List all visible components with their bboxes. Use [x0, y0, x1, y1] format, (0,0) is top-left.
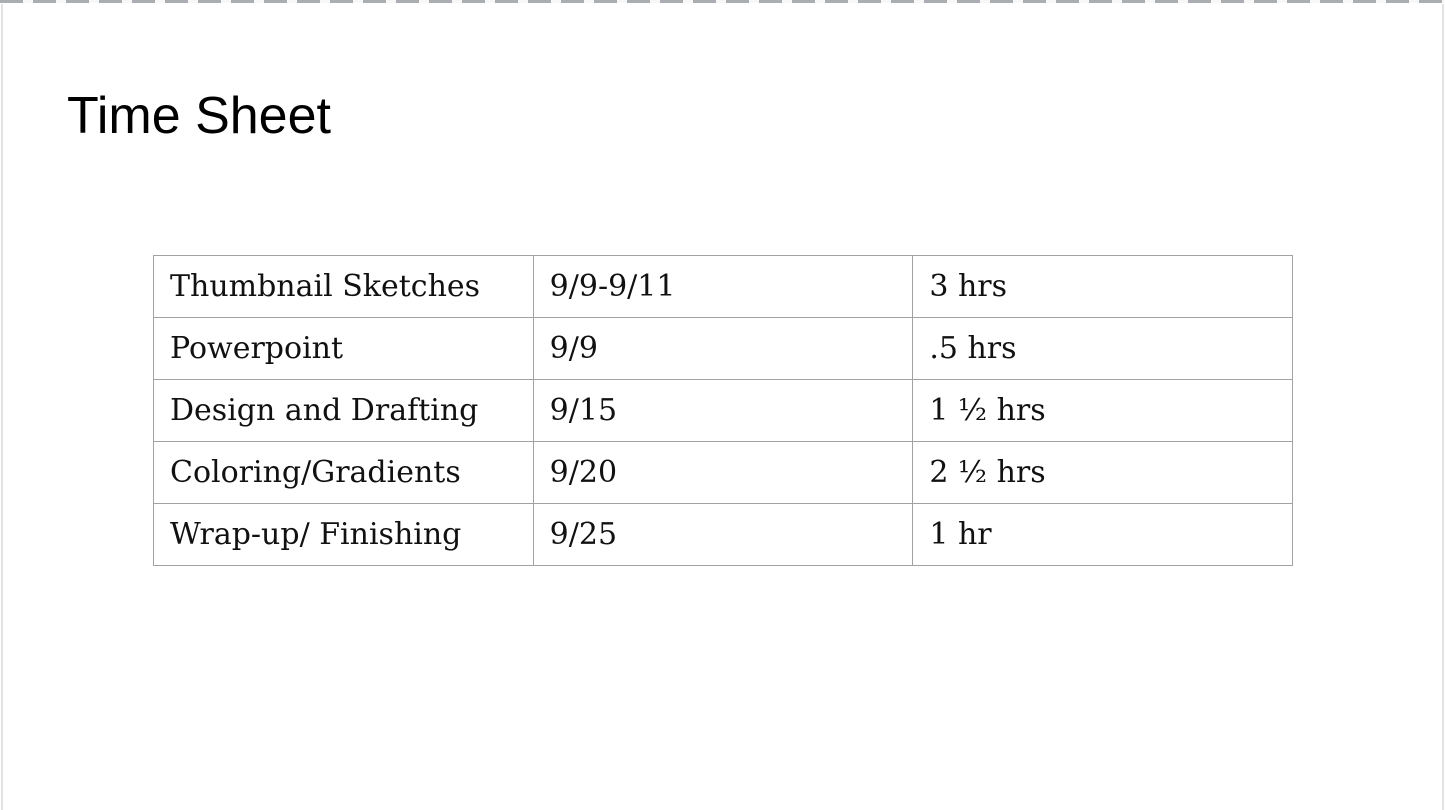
task-cell[interactable]: Thumbnail Sketches	[154, 256, 534, 318]
date-cell[interactable]: 9/20	[534, 442, 914, 504]
task-cell[interactable]: Design and Drafting	[154, 380, 534, 442]
page-edge-left	[1, 4, 3, 810]
date-cell[interactable]: 9/15	[534, 380, 914, 442]
page-edge-right	[1442, 4, 1444, 810]
date-cell[interactable]: 9/9-9/11	[534, 256, 914, 318]
task-cell[interactable]: Coloring/Gradients	[154, 442, 534, 504]
hours-cell[interactable]: 3 hrs	[913, 256, 1293, 318]
slide-title[interactable]: Time Sheet	[67, 87, 331, 145]
task-cell[interactable]: Wrap-up/ Finishing	[154, 504, 534, 566]
hours-cell[interactable]: 2 ½ hrs	[913, 442, 1293, 504]
date-cell[interactable]: 9/9	[534, 318, 914, 380]
time-sheet-table	[153, 255, 1293, 566]
hours-cell[interactable]: 1 ½ hrs	[913, 380, 1293, 442]
date-cell[interactable]: 9/25	[534, 504, 914, 566]
hours-cell[interactable]: .5 hrs	[913, 318, 1293, 380]
task-cell[interactable]: Powerpoint	[154, 318, 534, 380]
hours-cell[interactable]: 1 hr	[913, 504, 1293, 566]
slide-top-boundary	[0, 0, 1445, 3]
